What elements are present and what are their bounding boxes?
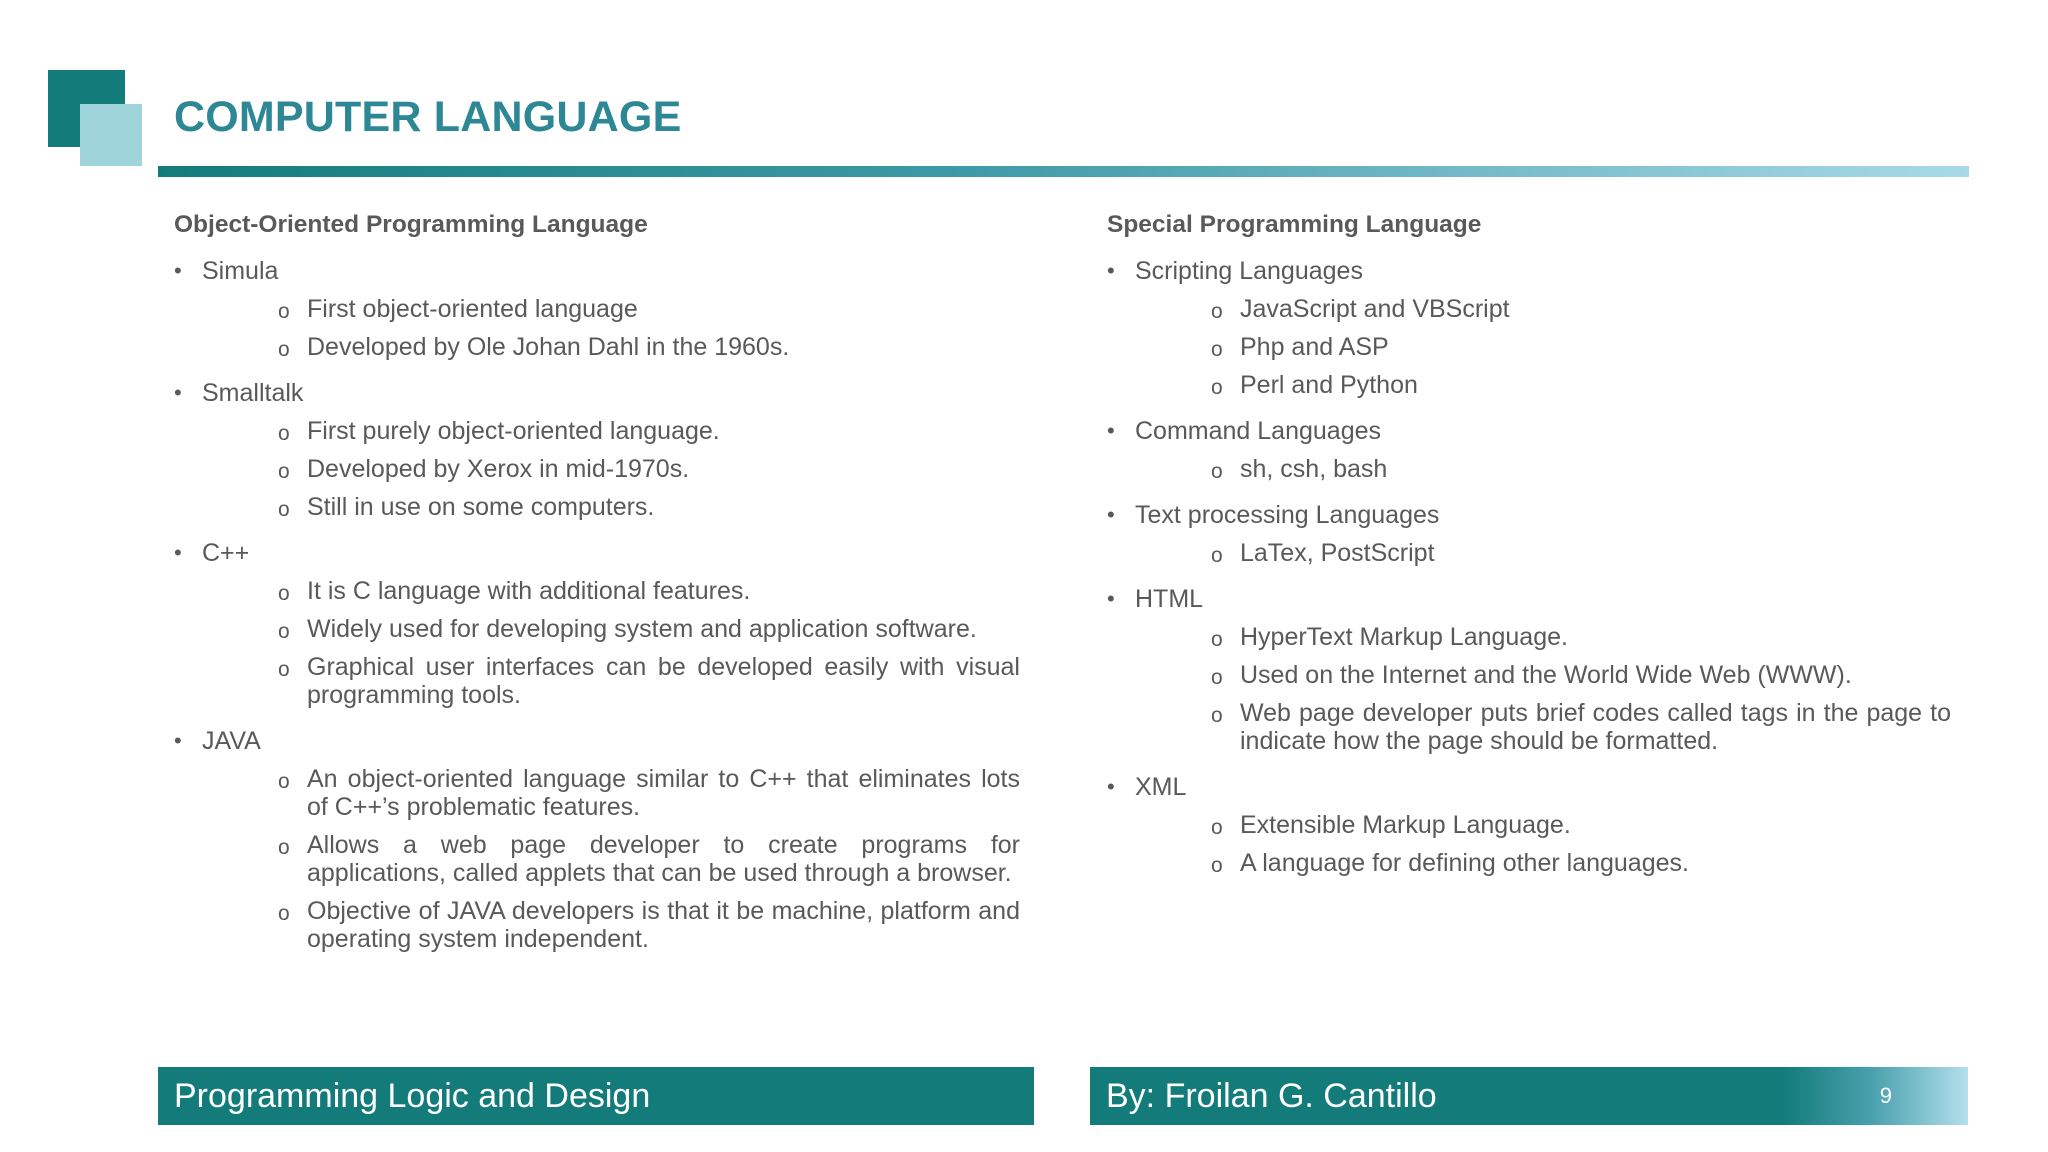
bullet-icon: •: [174, 380, 182, 405]
sub-list: [202, 290, 1020, 366]
right-topic-list: [1107, 252, 1951, 882]
sub-list-item: [202, 572, 1020, 610]
bullet-icon: •: [174, 728, 182, 753]
sub-item-text: It is C language with additional features.: [307, 577, 751, 605]
footer-author: By: Froilan G. Cantillo: [1106, 1077, 1437, 1115]
circle-bullet-icon: o: [278, 620, 290, 643]
topic-label: Smalltalk: [202, 379, 304, 407]
circle-bullet-icon: o: [1211, 666, 1223, 689]
topic-item: [174, 374, 1020, 526]
sub-list-item: [1135, 290, 1951, 328]
topic-item: [174, 534, 1020, 714]
topic-label: JAVA: [202, 727, 261, 755]
sub-list-item: [1135, 806, 1951, 844]
sub-item-text: JavaScript and VBScript: [1240, 295, 1510, 323]
bullet-icon: •: [1107, 418, 1115, 443]
bullet-icon: •: [1107, 586, 1115, 611]
circle-bullet-icon: o: [1211, 460, 1223, 483]
sub-list: [1135, 450, 1951, 488]
sub-item-text: A language for defining other languages.: [1240, 849, 1689, 877]
sub-list-item: [1135, 656, 1951, 694]
sub-item-text: First purely object-oriented language.: [307, 417, 720, 445]
topic-label: Simula: [202, 257, 279, 285]
slide-title: COMPUTER LANGUAGE: [174, 93, 682, 141]
circle-bullet-icon: o: [278, 460, 290, 483]
bullet-icon: •: [174, 540, 182, 565]
topic-item: [174, 722, 1020, 958]
topic-label: C++: [202, 539, 250, 567]
sub-list-item: [202, 648, 1020, 714]
sub-list-item: [202, 328, 1020, 366]
sub-list-item: [202, 412, 1020, 450]
sub-list-item: [1135, 844, 1951, 882]
sub-list-item: [202, 610, 1020, 648]
circle-bullet-icon: o: [1211, 704, 1223, 727]
sub-item-text: Extensible Markup Language.: [1240, 811, 1571, 839]
sub-list-item: [202, 892, 1020, 958]
circle-bullet-icon: o: [278, 902, 290, 925]
sub-list-item: [1135, 450, 1951, 488]
logo-square-light: [80, 104, 142, 166]
footer-course-bar: [158, 1067, 1034, 1125]
circle-bullet-icon: o: [278, 300, 290, 323]
bullet-icon: •: [174, 258, 182, 283]
sub-list: [1135, 534, 1951, 572]
title-underline-bar: [158, 166, 1969, 177]
circle-bullet-icon: o: [278, 658, 290, 681]
topic-label: Scripting Languages: [1135, 257, 1363, 285]
sub-item-text: Used on the Internet and the World Wide Web (WWW).: [1240, 661, 1852, 689]
page-number: 9: [1879, 1083, 1892, 1108]
topic-item: [174, 252, 1020, 366]
circle-bullet-icon: o: [278, 498, 290, 521]
topic-label: Text processing Languages: [1135, 501, 1440, 529]
footer-author-bar: [1090, 1067, 1968, 1125]
left-column: [174, 206, 1020, 966]
sub-item-text: sh, csh, bash: [1240, 455, 1388, 483]
circle-bullet-icon: o: [1211, 854, 1223, 877]
circle-bullet-icon: o: [1211, 628, 1223, 651]
topic-item: [1107, 412, 1951, 488]
bullet-icon: •: [1107, 258, 1115, 283]
sub-item-text: Developed by Xerox in mid-1970s.: [307, 455, 690, 483]
topic-item: [1107, 580, 1951, 760]
topic-item: [1107, 768, 1951, 882]
circle-bullet-icon: o: [1211, 376, 1223, 399]
sub-item-text: Still in use on some computers.: [307, 493, 655, 521]
sub-list-item: [202, 826, 1020, 892]
circle-bullet-icon: o: [278, 582, 290, 605]
topic-item: [1107, 252, 1951, 404]
circle-bullet-icon: o: [278, 836, 290, 859]
footer-course-title: Programming Logic and Design: [174, 1077, 651, 1115]
topic-label: Command Languages: [1135, 417, 1381, 445]
left-topic-list: [174, 252, 1020, 958]
bullet-icon: •: [1107, 502, 1115, 527]
sub-list-item: [1135, 618, 1951, 656]
circle-bullet-icon: o: [1211, 816, 1223, 839]
sub-list: [1135, 618, 1951, 760]
sub-item-text: Web page developer puts brief codes called tags in the page to indicate how the page should be formatted.: [1240, 699, 1951, 755]
sub-list: [202, 572, 1020, 714]
topic-item: [1107, 496, 1951, 572]
sub-item-text: First object-oriented language: [307, 295, 638, 323]
sub-item-text: Allows a web page developer to create programs for applications, called applets that can be used through a browser.: [307, 831, 1020, 887]
sub-item-text: Perl and Python: [1240, 371, 1418, 399]
sub-list-item: [1135, 534, 1951, 572]
sub-list-item: [1135, 366, 1951, 404]
topic-label: XML: [1135, 773, 1187, 801]
sub-list-item: [1135, 694, 1951, 760]
right-column-heading: Special Programming Language: [1107, 211, 1482, 238]
sub-item-text: HyperText Markup Language.: [1240, 623, 1568, 651]
circle-bullet-icon: o: [278, 338, 290, 361]
right-column: [1107, 206, 1951, 890]
circle-bullet-icon: o: [278, 422, 290, 445]
sub-list: [202, 412, 1020, 526]
sub-item-text: Developed by Ole Johan Dahl in the 1960s.: [307, 333, 790, 361]
sub-item-text: Graphical user interfaces can be developed easily with visual programming tools.: [307, 653, 1020, 709]
sub-item-text: An object-oriented language similar to C++ that eliminates lots of C++’s problematic features.: [307, 765, 1020, 821]
topic-label: HTML: [1135, 585, 1204, 613]
sub-list-item: [202, 488, 1020, 526]
sub-list-item: [202, 450, 1020, 488]
circle-bullet-icon: o: [1211, 338, 1223, 361]
sub-list: [1135, 290, 1951, 404]
circle-bullet-icon: o: [1211, 544, 1223, 567]
circle-bullet-icon: o: [278, 770, 290, 793]
sub-list: [1135, 806, 1951, 882]
sub-item-text: LaTex, PostScript: [1240, 539, 1435, 567]
left-column-heading: Object-Oriented Programming Language: [174, 211, 648, 238]
bullet-icon: •: [1107, 774, 1115, 799]
sub-list-item: [1135, 328, 1951, 366]
sub-item-text: Widely used for developing system and application software.: [307, 615, 977, 643]
sub-list-item: [202, 290, 1020, 328]
sub-list: [202, 760, 1020, 958]
circle-bullet-icon: o: [1211, 300, 1223, 323]
sub-list-item: [202, 760, 1020, 826]
sub-item-text: Php and ASP: [1240, 333, 1389, 361]
sub-item-text: Objective of JAVA developers is that it be machine, platform and operating system independent.: [307, 897, 1020, 953]
